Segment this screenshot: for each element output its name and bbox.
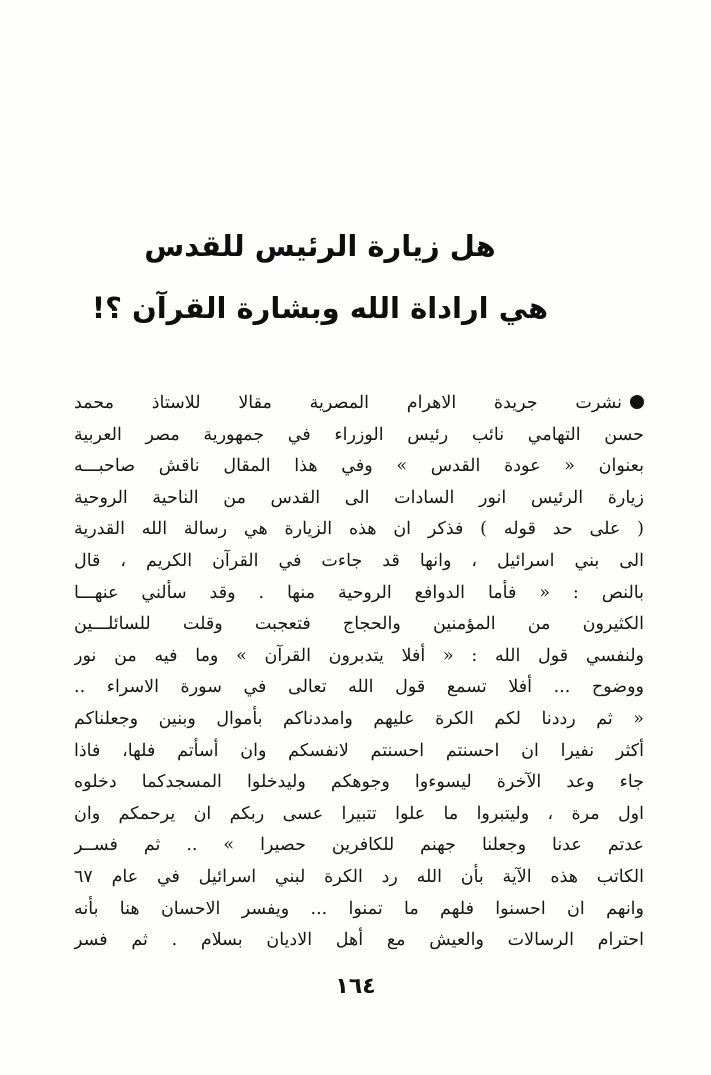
bullet-icon — [630, 395, 644, 409]
body-line-8: الكثيرون من المؤمنين والحجاج فتعجبت وقلت للسائلـــين — [74, 614, 644, 635]
article-body — [74, 388, 644, 957]
article-title-line-2: هي اراداة الله وبشارة القرآن ؟! — [91, 291, 549, 325]
body-line-5: ( على حد قوله ) فذكر ان هذه الزيارة هي رسالة الله القدرية — [74, 519, 644, 540]
body-line-3: بعنوان « عودة القدس » وفي هذا المقال ناقش صاحبـــه — [74, 456, 644, 477]
body-line-11: « ثم رددنا لكم الكرة عليهم وامددناكم بأموال وبنين وجعلناكم — [74, 708, 644, 729]
body-line-16: الكاتب هذه الآية بأن الله رد الكرة لبني اسرائيل في عام ٦٧ — [74, 866, 644, 887]
body-line-text: نشرت جريدة الاهرام المصرية مقالا للاستاذ محمد — [74, 393, 622, 413]
body-line-1 — [74, 388, 644, 420]
body-line-14: اول مرة ، وليتبروا ما علوا تتبيرا عسى ربكم ان يرحمكم وان — [74, 803, 644, 824]
body-line-2: حسن التهامي نائب رئيس الوزراء في جمهورية مصر العربية — [74, 424, 644, 445]
body-line-18: احترام الرسالات والعيش مع أهل الاديان بسلام . ثم فسر — [74, 930, 644, 951]
body-line-17: وانهم ان احسنوا فلهم ما تمنوا ... ويفسر الاحسان هنا بأنه — [74, 898, 644, 919]
article-title-line-1: هل زيارة الرئيس للقدس — [144, 229, 496, 263]
body-line-7: بالنص : « فأما الدوافع الروحية منها . وقد سألني عنهـــا — [74, 582, 644, 603]
body-line-10: ووضوح ... أفلا تسمع قول الله تعالى في سورة الاسراء .. — [74, 677, 644, 698]
body-line-6: الى بني اسرائيل ، وانها قد جاءت في القرآن الكريم ، قال — [74, 550, 644, 571]
body-line-15: عدتم عدنا وجعلنا جهنم للكافرين حصيرا » .. ثم فســر — [74, 835, 644, 856]
body-line-9: ولنفسي قول الله : « أفلا يتدبرون القرآن » وما فيه من نور — [74, 645, 644, 666]
body-line-4: زيارة الرئيس انور السادات الى القدس من الناحية الروحية — [74, 487, 644, 508]
page-number: ١٦٤ — [335, 974, 376, 999]
body-line-13: جاء وعد الآخرة ليسوءوا وجوهكم وليدخلوا المسجدكما دخلوه — [74, 772, 644, 793]
body-line-12: أكثر نفيرا ان احسنتم احسنتم لانفسكم وان أسأتم فلها، فاذا — [74, 740, 644, 761]
